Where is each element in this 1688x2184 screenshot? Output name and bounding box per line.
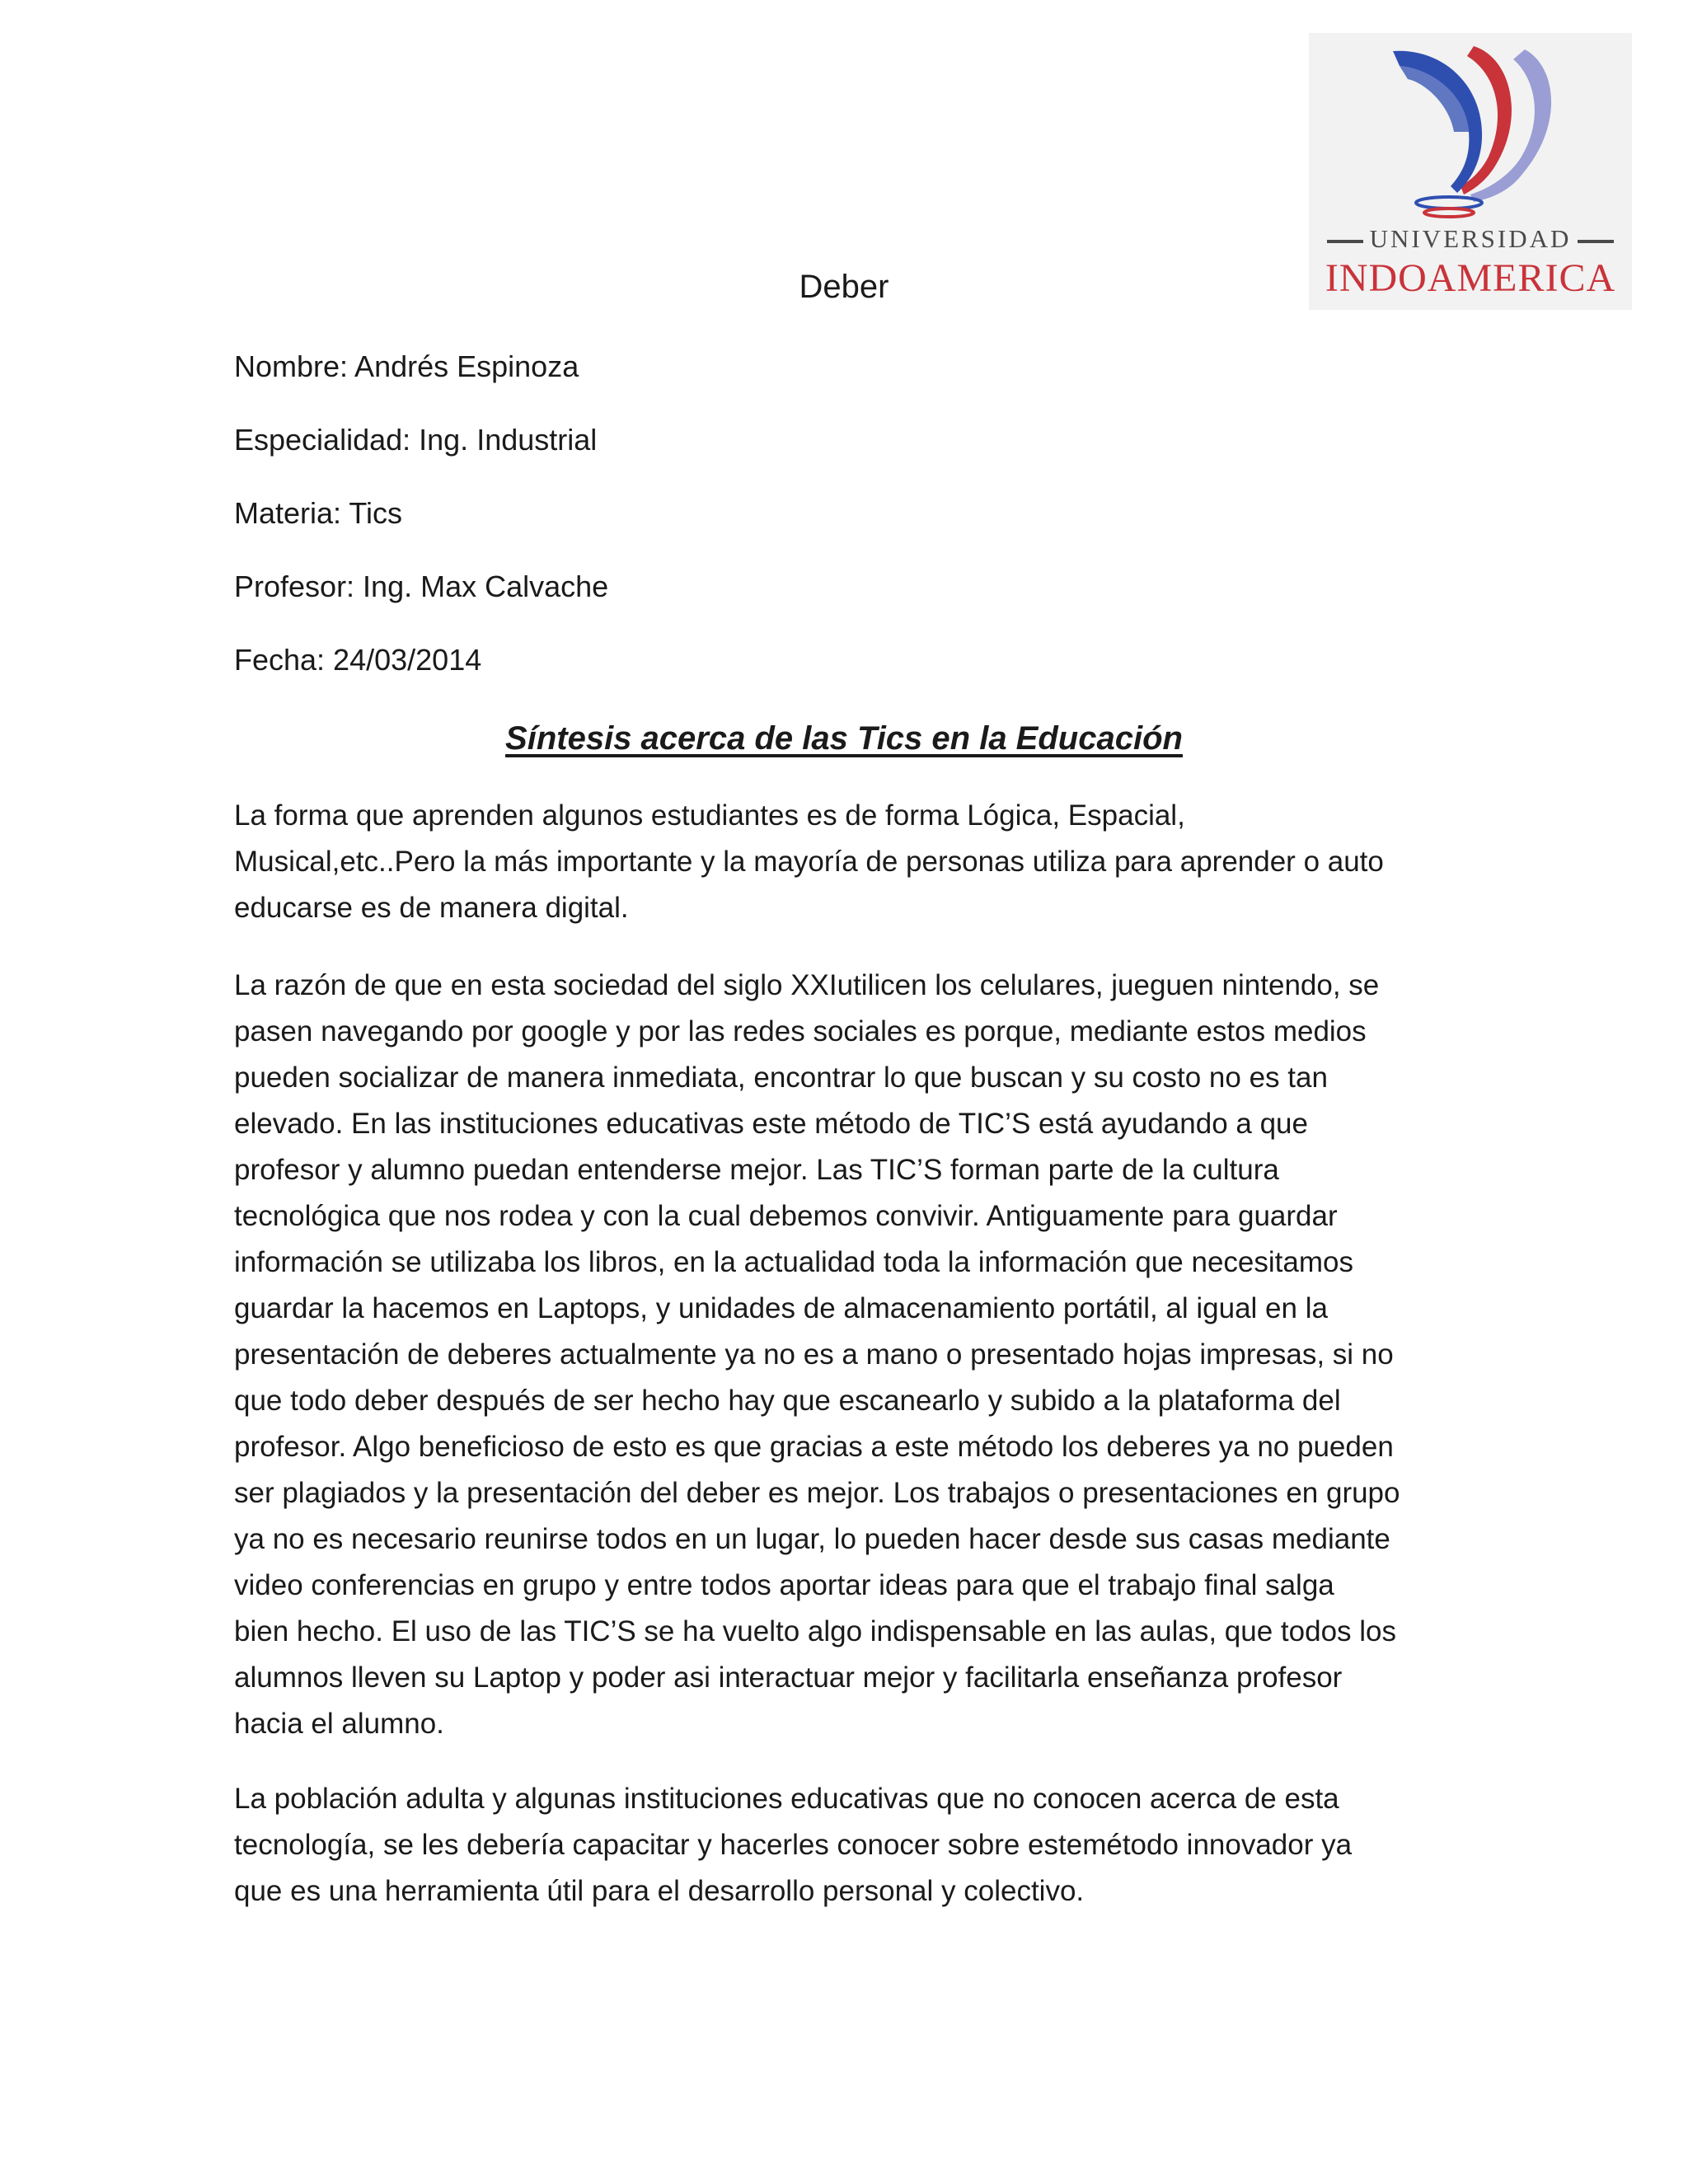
section-heading: Síntesis acerca de las Tics en la Educación xyxy=(505,720,1183,757)
paragraph-line: La población adulta y algunas instituciones educativas que no conocen acerca de esta xyxy=(234,1783,1339,1815)
paragraph-line: ser plagiados y la presentación del deber es mejor. Los trabajos o presentaciones en grupo xyxy=(234,1477,1400,1509)
paragraph-line: guardar la hacemos en Laptops, y unidades de almacenamiento portátil, al igual en la xyxy=(234,1292,1328,1324)
paragraph-2 xyxy=(234,963,1454,1747)
paragraph-line: hacia el alumno. xyxy=(234,1708,444,1740)
paragraph-line: pueden socializar de manera inmediata, encontrar lo que buscan y su costo no es tan xyxy=(234,1062,1328,1094)
paragraph-line: elevado. En las instituciones educativas este método de TIC’S está ayudando a que xyxy=(234,1108,1308,1140)
paragraph-line: que es una herramienta útil para el desarrollo personal y colectivo. xyxy=(234,1875,1085,1907)
paragraph-line: La razón de que en esta sociedad del siglo XXIutilicen los celulares, jueguen nintendo, se xyxy=(234,969,1380,1001)
info-fecha: Fecha: 24/03/2014 xyxy=(234,643,482,677)
paragraph-line: alumnos lleven su Laptop y poder asi interactuar mejor y facilitarla enseñanza profesor xyxy=(234,1661,1343,1694)
paragraph-line: video conferencias en grupo y entre todos aportar ideas para que el trabajo final salga xyxy=(234,1569,1334,1601)
paragraph-line: Musical,etc..Pero la más importante y la mayoría de personas utiliza para aprender o auto xyxy=(234,846,1384,878)
paragraph-3 xyxy=(234,1776,1454,1915)
paragraph-1 xyxy=(234,793,1454,931)
paragraph-line: ya no es necesario reunirse todos en un lugar, lo pueden hacer desde sus casas mediante xyxy=(234,1523,1390,1555)
paragraph-line: información se utilizaba los libros, en la actualidad toda la información que necesitamos xyxy=(234,1246,1353,1278)
paragraph-line: bien hecho. El uso de las TIC’S se ha vuelto algo indispensable en las aulas, que todos los xyxy=(234,1615,1396,1647)
paragraph-line: profesor y alumno puedan entenderse mejor. Las TIC’S forman parte de la cultura xyxy=(234,1154,1279,1186)
logo-wordmark-top: UNIVERSIDAD xyxy=(1309,224,1632,254)
paragraph-line: educarse es de manera digital. xyxy=(234,892,629,924)
paragraph-line: presentación de deberes actualmente ya no es a mano o presentado hojas impresas, si no xyxy=(234,1338,1394,1371)
info-nombre: Nombre: Andrés Espinoza xyxy=(234,349,579,383)
paragraph-line: tecnología, se les debería capacitar y hacerles conocer sobre estemétodo innovador ya xyxy=(234,1829,1353,1861)
info-materia: Materia: Tics xyxy=(234,496,403,530)
paragraph-line: La forma que aprenden algunos estudiantes es de forma Lógica, Espacial, xyxy=(234,799,1185,832)
paragraph-line: pasen navegando por google y por las redes sociales es porque, mediante estos medios xyxy=(234,1015,1367,1047)
info-profesor: Profesor: Ing. Max Calvache xyxy=(234,569,609,603)
paragraph-line: que todo deber después de ser hecho hay que escanearlo y subido a la plataforma del xyxy=(234,1385,1341,1417)
logo-wordmark-bottom: INDOAMERICA xyxy=(1325,256,1616,300)
paragraph-line: profesor. Algo beneficioso de esto es que gracias a este método los deberes ya no pueden xyxy=(234,1431,1394,1463)
document-title: Deber xyxy=(799,269,889,305)
info-especialidad: Especialidad: Ing. Industrial xyxy=(234,423,598,457)
paragraph-line: tecnológica que nos rodea y con la cual debemos convivir. Antiguamente para guardar xyxy=(234,1200,1338,1232)
